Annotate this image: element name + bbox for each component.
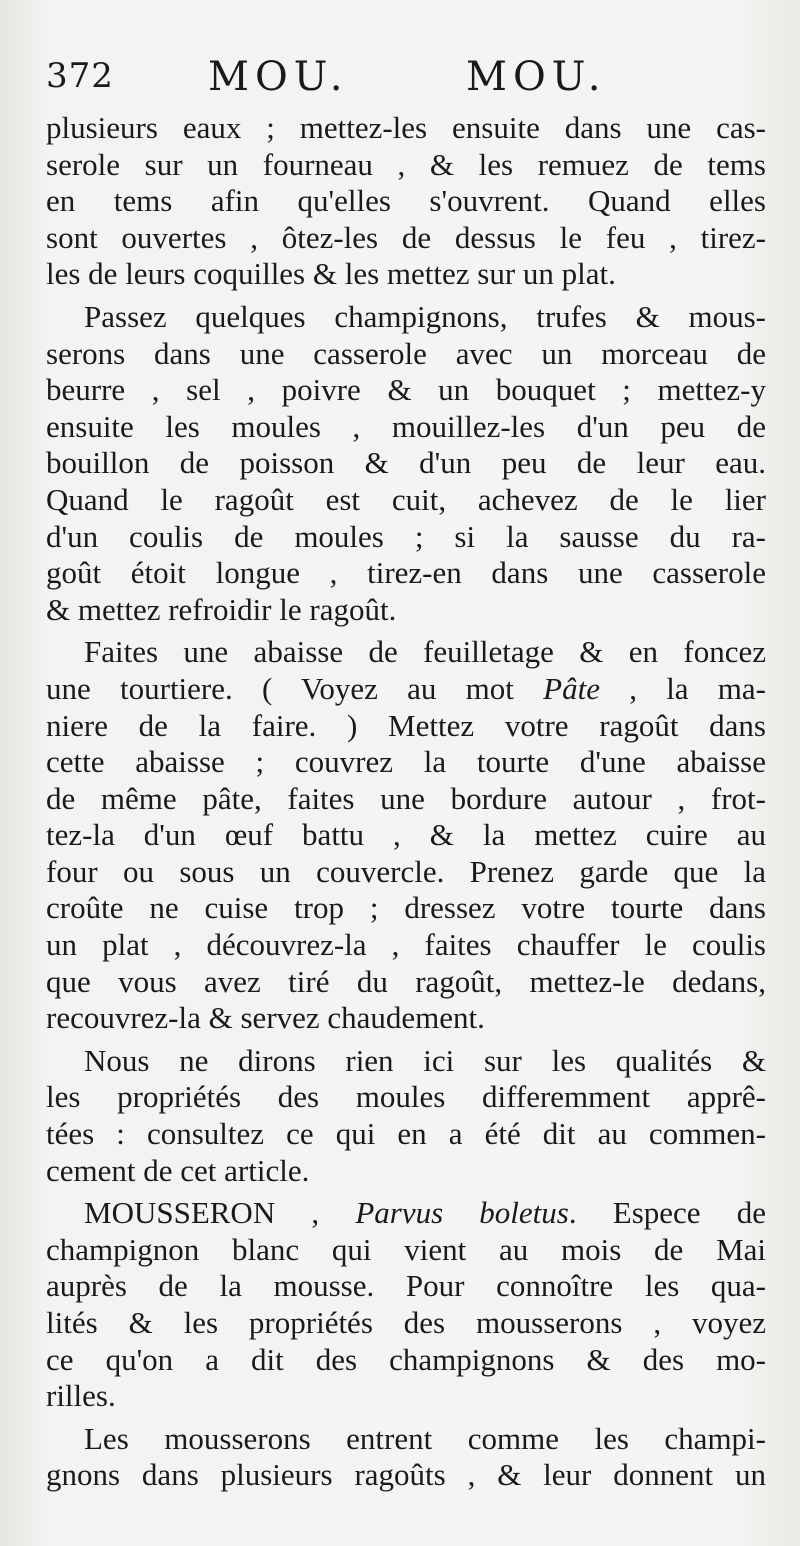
paragraph (46, 1421, 766, 1494)
running-head-right: MOU. (466, 54, 607, 100)
text-line: de même pâte, faites une bordure autour , frot- (46, 780, 766, 816)
paragraph (46, 110, 766, 293)
paragraph (46, 1043, 766, 1189)
text-line: Quand le ragoût est cuit, achevez de le lier (46, 481, 766, 517)
text-line: Les mousserons entrent comme les champi- (84, 1420, 766, 1456)
text-fragment: une tourtiere. ( Voyez au mot Pâte , la ma- (46, 670, 766, 706)
text-line: les de leurs coquilles & les mettez sur un plat. (46, 256, 616, 292)
text-line: les propriétés des moules differemment apprê- (46, 1079, 766, 1115)
text-line: que vous avez tiré du ragoût, mettez-le dedans, (46, 963, 766, 999)
text-line: & mettez refroidir le ragoût. (46, 591, 397, 627)
text-line: cette abaisse ; couvrez la tourte d'une abaisse (46, 744, 766, 780)
paragraph (46, 634, 766, 1037)
text-line: ensuite les moules , mouillez-les d'un peu de (46, 408, 766, 444)
text-line: gnons dans plusieurs ragoûts , & leur donnent un (46, 1457, 766, 1493)
text-line: plusieurs eaux ; mettez-les ensuite dans une cas- (46, 110, 766, 145)
text-line: d'un coulis de moules ; si la sausse du ra- (46, 518, 766, 554)
text-line: recouvrez-la & servez chaudement. (46, 1000, 485, 1036)
text-line: niere de la faire. ) Mettez votre ragoût dans (46, 707, 766, 743)
text-line: beurre , sel , poivre & un bouquet ; mettez-y (46, 372, 766, 408)
text-line: Passez quelques champignons, trufes & mous- (84, 298, 766, 334)
text-line: croûte ne cuise trop ; dressez votre tourte dans (46, 890, 766, 926)
paragraph (46, 299, 766, 628)
text-line: ce qu'on a dit des champignons & des mo- (46, 1341, 766, 1377)
text-line: MOUSSERON , Parvus boletus. Espece de (84, 1195, 766, 1231)
text-line: bouillon de poisson & d'un peu de leur eau. (46, 445, 766, 481)
running-head-left: MOU. (208, 54, 349, 100)
text-line: lités & les propriétés des mousserons , voyez (46, 1305, 766, 1340)
italic-term: Pâte (543, 670, 600, 706)
text-line: sont ouvertes , ôtez-les de dessus le feu , tirez- (46, 219, 766, 255)
text-line: Faites une abaisse de feuilletage & en foncez (84, 634, 766, 670)
italic-term: Parvus boletus (355, 1195, 569, 1231)
text-line (46, 671, 766, 708)
text-line: serons dans une casserole avec un morceau de (46, 335, 766, 371)
body-text (46, 110, 766, 1494)
text-line: serole sur un fourneau , & les remuez de tems (46, 146, 766, 182)
text-line: cement de cet article. (46, 1152, 310, 1188)
text-line: tez-la d'un œuf battu , & la mettez cuire au (46, 817, 766, 853)
text-line: en tems afin qu'elles s'ouvrent. Quand elles (46, 183, 766, 219)
page-number: 372 (46, 56, 114, 96)
text-line: tées : consultez ce qui en a été dit au commen- (46, 1116, 766, 1152)
text-line: un plat , découvrez-la , faites chauffer le coulis (46, 927, 766, 963)
text-line: rilles. (46, 1378, 116, 1414)
text-line: goût étoit longue , tirez-en dans une casserole (46, 555, 766, 591)
text-line: Nous ne dirons rien ici sur les qualités & (84, 1042, 766, 1078)
text-line: champignon blanc qui vient au mois de Mai (46, 1231, 766, 1267)
paragraph (46, 1195, 766, 1415)
text-line: auprès de la mousse. Pour connoître les qua- (46, 1268, 766, 1304)
running-header (46, 50, 766, 110)
text-line: four ou sous un couvercle. Prenez garde que la (46, 853, 766, 889)
